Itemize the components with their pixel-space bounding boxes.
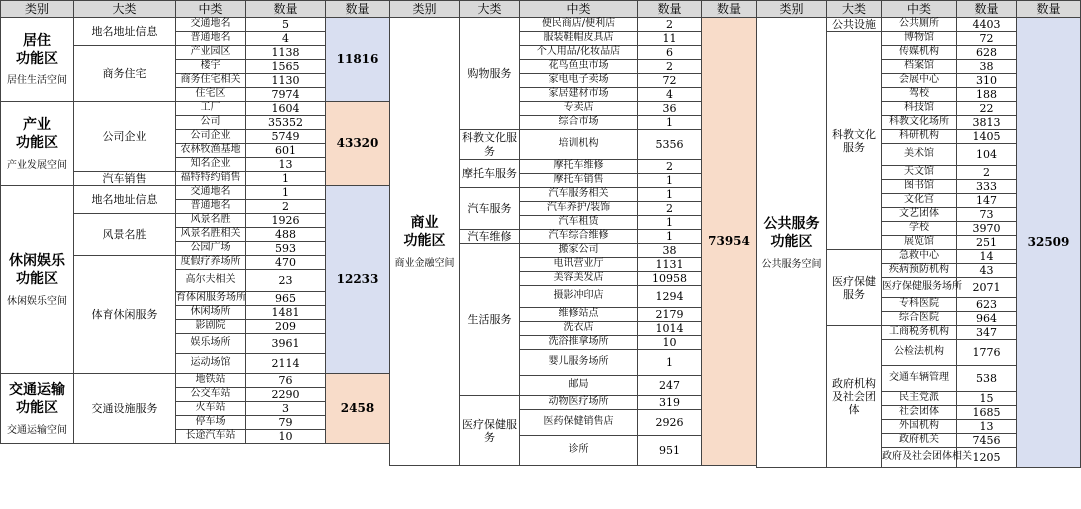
header-middle: 中类 (882, 1, 957, 18)
zone-name: 商业 功能区 (403, 215, 446, 250)
count-value: 965 (246, 292, 326, 306)
middle-category: 福特特约销售 (176, 172, 246, 186)
count-value: 79 (246, 416, 326, 430)
count-value: 14 (957, 250, 1017, 264)
header-row (390, 1, 757, 18)
zone-cell (757, 18, 827, 468)
count-value: 4403 (957, 18, 1017, 32)
middle-category: 档案馆 (882, 60, 957, 74)
count-value: 4 (638, 88, 702, 102)
middle-category: 影剧院 (176, 320, 246, 334)
count-value: 73 (957, 208, 1017, 222)
count-value: 1 (638, 350, 702, 376)
count-value: 35352 (246, 116, 326, 130)
count-value: 1014 (638, 322, 702, 336)
count-value: 2 (638, 202, 702, 216)
middle-category: 工厂 (176, 102, 246, 116)
zone-cell (1, 374, 74, 444)
middle-category: 综合市场 (520, 116, 638, 130)
middle-category: 专卖店 (520, 102, 638, 116)
count-value: 951 (638, 436, 702, 466)
middle-category: 育体闲服务场所 (176, 292, 246, 306)
middle-category: 培训机构 (520, 130, 638, 160)
major-category: 汽车维修 (460, 230, 520, 244)
middle-category: 农林牧渔基地 (176, 144, 246, 158)
middle-category: 楼宇 (176, 60, 246, 74)
count-value: 1131 (638, 258, 702, 272)
middle-category: 家居建材市场 (520, 88, 638, 102)
middle-category: 洗浴推拿场所 (520, 336, 638, 350)
middle-category: 高尔夫相关 (176, 270, 246, 292)
table-row (1, 186, 390, 200)
header-total: 数量 (1017, 1, 1081, 18)
count-value: 488 (246, 228, 326, 242)
count-value: 10958 (638, 272, 702, 286)
header-type: 类别 (1, 1, 74, 18)
middle-category: 政府机关 (882, 434, 957, 448)
count-value: 2114 (246, 354, 326, 374)
count-value: 3970 (957, 222, 1017, 236)
count-value: 1926 (246, 214, 326, 228)
count-value: 1 (638, 230, 702, 244)
middle-category: 邮局 (520, 376, 638, 396)
middle-category: 维修站点 (520, 308, 638, 322)
middle-category: 传媒机构 (882, 46, 957, 60)
zone-subtitle: 休闲娱乐空间 (7, 295, 67, 307)
middle-category: 风景名胜相关 (176, 228, 246, 242)
count-value: 310 (957, 74, 1017, 88)
middle-category: 图书馆 (882, 180, 957, 194)
middle-category: 汽车养护/装饰 (520, 202, 638, 216)
count-value: 1685 (957, 406, 1017, 420)
zone-subtitle: 商业金融空间 (394, 257, 455, 269)
count-value: 247 (638, 376, 702, 396)
header-total: 数量 (702, 1, 757, 18)
count-value: 11 (638, 32, 702, 46)
count-value: 104 (957, 144, 1017, 166)
middle-category: 科技馆 (882, 102, 957, 116)
count-value: 209 (246, 320, 326, 334)
middle-category: 火车站 (176, 402, 246, 416)
header-count: 数量 (246, 1, 326, 18)
major-category: 地名地址信息 (74, 186, 176, 214)
middle-category: 娱乐场所 (176, 334, 246, 354)
zone-total: 43320 (326, 102, 390, 186)
middle-category: 科教文化场所 (882, 116, 957, 130)
count-value: 3 (246, 402, 326, 416)
count-value: 43 (957, 264, 1017, 278)
zone-name: 产业 功能区 (16, 117, 58, 152)
middle-category: 博物馆 (882, 32, 957, 46)
header-middle: 中类 (176, 1, 246, 18)
zone-total: 2458 (326, 374, 390, 444)
count-value: 147 (957, 194, 1017, 208)
count-value: 13 (957, 420, 1017, 434)
count-value: 2926 (638, 410, 702, 436)
table-row (1, 102, 390, 116)
major-category: 地名地址信息 (74, 18, 176, 46)
count-value: 5749 (246, 130, 326, 144)
zone-total: 73954 (702, 18, 757, 466)
count-value: 5356 (638, 130, 702, 160)
middle-category: 普通地名 (176, 32, 246, 46)
middle-category: 住宅区 (176, 88, 246, 102)
count-value: 593 (246, 242, 326, 256)
middle-category: 汽车服务相关 (520, 188, 638, 202)
middle-category: 摄影冲印店 (520, 286, 638, 308)
count-value: 964 (957, 312, 1017, 326)
middle-category: 公司企业 (176, 130, 246, 144)
count-value: 333 (957, 180, 1017, 194)
count-value: 1 (246, 172, 326, 186)
count-value: 1604 (246, 102, 326, 116)
zone-total: 32509 (1017, 18, 1081, 468)
middle-category: 普通地名 (176, 200, 246, 214)
count-value: 10 (638, 336, 702, 350)
header-row (1, 1, 390, 18)
count-value: 1 (246, 186, 326, 200)
count-value: 3961 (246, 334, 326, 354)
middle-category: 政府及社会团体相关 (882, 448, 957, 468)
middle-category: 度假疗养场所 (176, 256, 246, 270)
middle-category: 长途汽车站 (176, 430, 246, 444)
middle-category: 公交车站 (176, 388, 246, 402)
middle-category: 交通地名 (176, 18, 246, 32)
count-value: 347 (957, 326, 1017, 340)
count-value: 76 (246, 374, 326, 388)
middle-category: 学校 (882, 222, 957, 236)
count-value: 2 (638, 18, 702, 32)
major-category: 政府机构及社会团体 (827, 326, 882, 468)
count-value: 538 (957, 366, 1017, 392)
count-value: 2179 (638, 308, 702, 322)
major-category: 交通设施服务 (74, 374, 176, 444)
table-commercial (389, 0, 757, 466)
count-value: 4 (246, 32, 326, 46)
zone-cell (1, 186, 74, 374)
zone-cell (1, 102, 74, 186)
zone-cell (1, 18, 74, 102)
middle-category: 个人用品/化妆品店 (520, 46, 638, 60)
major-category: 体育休闲服务 (74, 256, 176, 374)
middle-category: 专科医院 (882, 298, 957, 312)
count-value: 628 (957, 46, 1017, 60)
middle-category: 文艺团体 (882, 208, 957, 222)
middle-category: 产业园区 (176, 46, 246, 60)
count-value: 23 (246, 270, 326, 292)
zone-name: 居住 功能区 (16, 33, 58, 68)
zone-subtitle: 公共服务空间 (761, 258, 822, 270)
middle-category: 地铁站 (176, 374, 246, 388)
major-category: 风景名胜 (74, 214, 176, 256)
major-category: 购物服务 (460, 18, 520, 130)
header-major: 大类 (827, 1, 882, 18)
middle-category: 便民商店/便利店 (520, 18, 638, 32)
count-value: 3813 (957, 116, 1017, 130)
middle-category: 停车场 (176, 416, 246, 430)
count-value: 7974 (246, 88, 326, 102)
middle-category: 摩托车维修 (520, 160, 638, 174)
middle-category: 会展中心 (882, 74, 957, 88)
middle-category: 医疗保健服务场所 (882, 278, 957, 298)
major-category: 医疗保健服务 (827, 250, 882, 326)
count-value: 5 (246, 18, 326, 32)
major-category: 科教文化服务 (827, 32, 882, 250)
count-value: 1130 (246, 74, 326, 88)
count-value: 623 (957, 298, 1017, 312)
count-value: 470 (246, 256, 326, 270)
middle-category: 公园广场 (176, 242, 246, 256)
zone-name: 公共服务 功能区 (763, 216, 820, 251)
count-value: 188 (957, 88, 1017, 102)
middle-category: 电讯营业厅 (520, 258, 638, 272)
middle-category: 疾病预防机构 (882, 264, 957, 278)
middle-category: 摩托车销售 (520, 174, 638, 188)
count-value: 1565 (246, 60, 326, 74)
count-value: 1294 (638, 286, 702, 308)
middle-category: 展览馆 (882, 236, 957, 250)
major-category: 公司企业 (74, 102, 176, 172)
header-type: 类别 (757, 1, 827, 18)
count-value: 1138 (246, 46, 326, 60)
middle-category: 美容美发店 (520, 272, 638, 286)
count-value: 251 (957, 236, 1017, 250)
zone-subtitle: 交通运输空间 (7, 424, 67, 436)
middle-category: 家电电子卖场 (520, 74, 638, 88)
middle-category: 科研机构 (882, 130, 957, 144)
middle-category: 美术馆 (882, 144, 957, 166)
middle-category: 诊所 (520, 436, 638, 466)
table-public-service (756, 0, 1081, 468)
zone-total: 11816 (326, 18, 390, 102)
major-category: 医疗保健服务 (460, 396, 520, 466)
middle-category: 运动场馆 (176, 354, 246, 374)
middle-category: 医药保健销售店 (520, 410, 638, 436)
major-category: 汽车销售 (74, 172, 176, 186)
zone-cell (390, 18, 460, 466)
middle-category: 工商税务机构 (882, 326, 957, 340)
middle-category: 文化宫 (882, 194, 957, 208)
header-major: 大类 (74, 1, 176, 18)
middle-category: 汽车租赁 (520, 216, 638, 230)
table-row (1, 374, 390, 388)
count-value: 2 (957, 166, 1017, 180)
middle-category: 花鸟鱼虫市场 (520, 60, 638, 74)
count-value: 1 (638, 116, 702, 130)
header-major: 大类 (460, 1, 520, 18)
header-total: 数量 (326, 1, 390, 18)
major-category: 商务住宅 (74, 46, 176, 102)
major-category: 汽车服务 (460, 188, 520, 230)
header-row (757, 1, 1081, 18)
count-value: 2290 (246, 388, 326, 402)
table-row (757, 18, 1081, 32)
count-value: 319 (638, 396, 702, 410)
header-count: 数量 (638, 1, 702, 18)
zone-subtitle: 居住生活空间 (7, 75, 67, 87)
middle-category: 公司 (176, 116, 246, 130)
count-value: 6 (638, 46, 702, 60)
zone-name: 休闲娱乐 功能区 (9, 253, 65, 288)
count-value: 1205 (957, 448, 1017, 468)
middle-category: 天文馆 (882, 166, 957, 180)
table-row (390, 18, 757, 32)
middle-category: 商务住宅相关 (176, 74, 246, 88)
count-value: 1481 (246, 306, 326, 320)
middle-category: 急救中心 (882, 250, 957, 264)
table-residential-industrial-leisure-transport (0, 0, 390, 444)
count-value: 2071 (957, 278, 1017, 298)
zone-subtitle: 产业发展空间 (7, 159, 67, 171)
count-value: 13 (246, 158, 326, 172)
middle-category: 汽车综合维修 (520, 230, 638, 244)
count-value: 72 (638, 74, 702, 88)
middle-category: 公检法机构 (882, 340, 957, 366)
count-value: 1 (638, 216, 702, 230)
count-value: 2 (246, 200, 326, 214)
middle-category: 风景名胜 (176, 214, 246, 228)
count-value: 1405 (957, 130, 1017, 144)
count-value: 15 (957, 392, 1017, 406)
count-value: 1776 (957, 340, 1017, 366)
middle-category: 交通地名 (176, 186, 246, 200)
count-value: 36 (638, 102, 702, 116)
zone-total: 12233 (326, 186, 390, 374)
count-value: 1 (638, 188, 702, 202)
count-value: 2 (638, 160, 702, 174)
major-category: 科教文化服务 (460, 130, 520, 160)
count-value: 10 (246, 430, 326, 444)
count-value: 601 (246, 144, 326, 158)
major-category: 摩托车服务 (460, 160, 520, 188)
major-category: 公共设施 (827, 18, 882, 32)
middle-category: 休闲场所 (176, 306, 246, 320)
count-value: 38 (957, 60, 1017, 74)
middle-category: 洗衣店 (520, 322, 638, 336)
zone-name: 交通运输 功能区 (9, 382, 65, 417)
middle-category: 社会团体 (882, 406, 957, 420)
count-value: 38 (638, 244, 702, 258)
count-value: 72 (957, 32, 1017, 46)
middle-category: 驾校 (882, 88, 957, 102)
header-type: 类别 (390, 1, 460, 18)
middle-category: 交通车辆管理 (882, 366, 957, 392)
count-value: 1 (638, 174, 702, 188)
middle-category: 综合医院 (882, 312, 957, 326)
middle-category: 民主党派 (882, 392, 957, 406)
middle-category: 服装鞋帽皮具店 (520, 32, 638, 46)
count-value: 22 (957, 102, 1017, 116)
middle-category: 搬家公司 (520, 244, 638, 258)
middle-category: 公共厕所 (882, 18, 957, 32)
middle-category: 动物医疗场所 (520, 396, 638, 410)
header-count: 数量 (957, 1, 1017, 18)
major-category: 生活服务 (460, 244, 520, 396)
middle-category: 知名企业 (176, 158, 246, 172)
middle-category: 外国机构 (882, 420, 957, 434)
middle-category: 婴儿服务场所 (520, 350, 638, 376)
header-middle: 中类 (520, 1, 638, 18)
count-value: 7456 (957, 434, 1017, 448)
table-row (1, 18, 390, 32)
count-value: 2 (638, 60, 702, 74)
